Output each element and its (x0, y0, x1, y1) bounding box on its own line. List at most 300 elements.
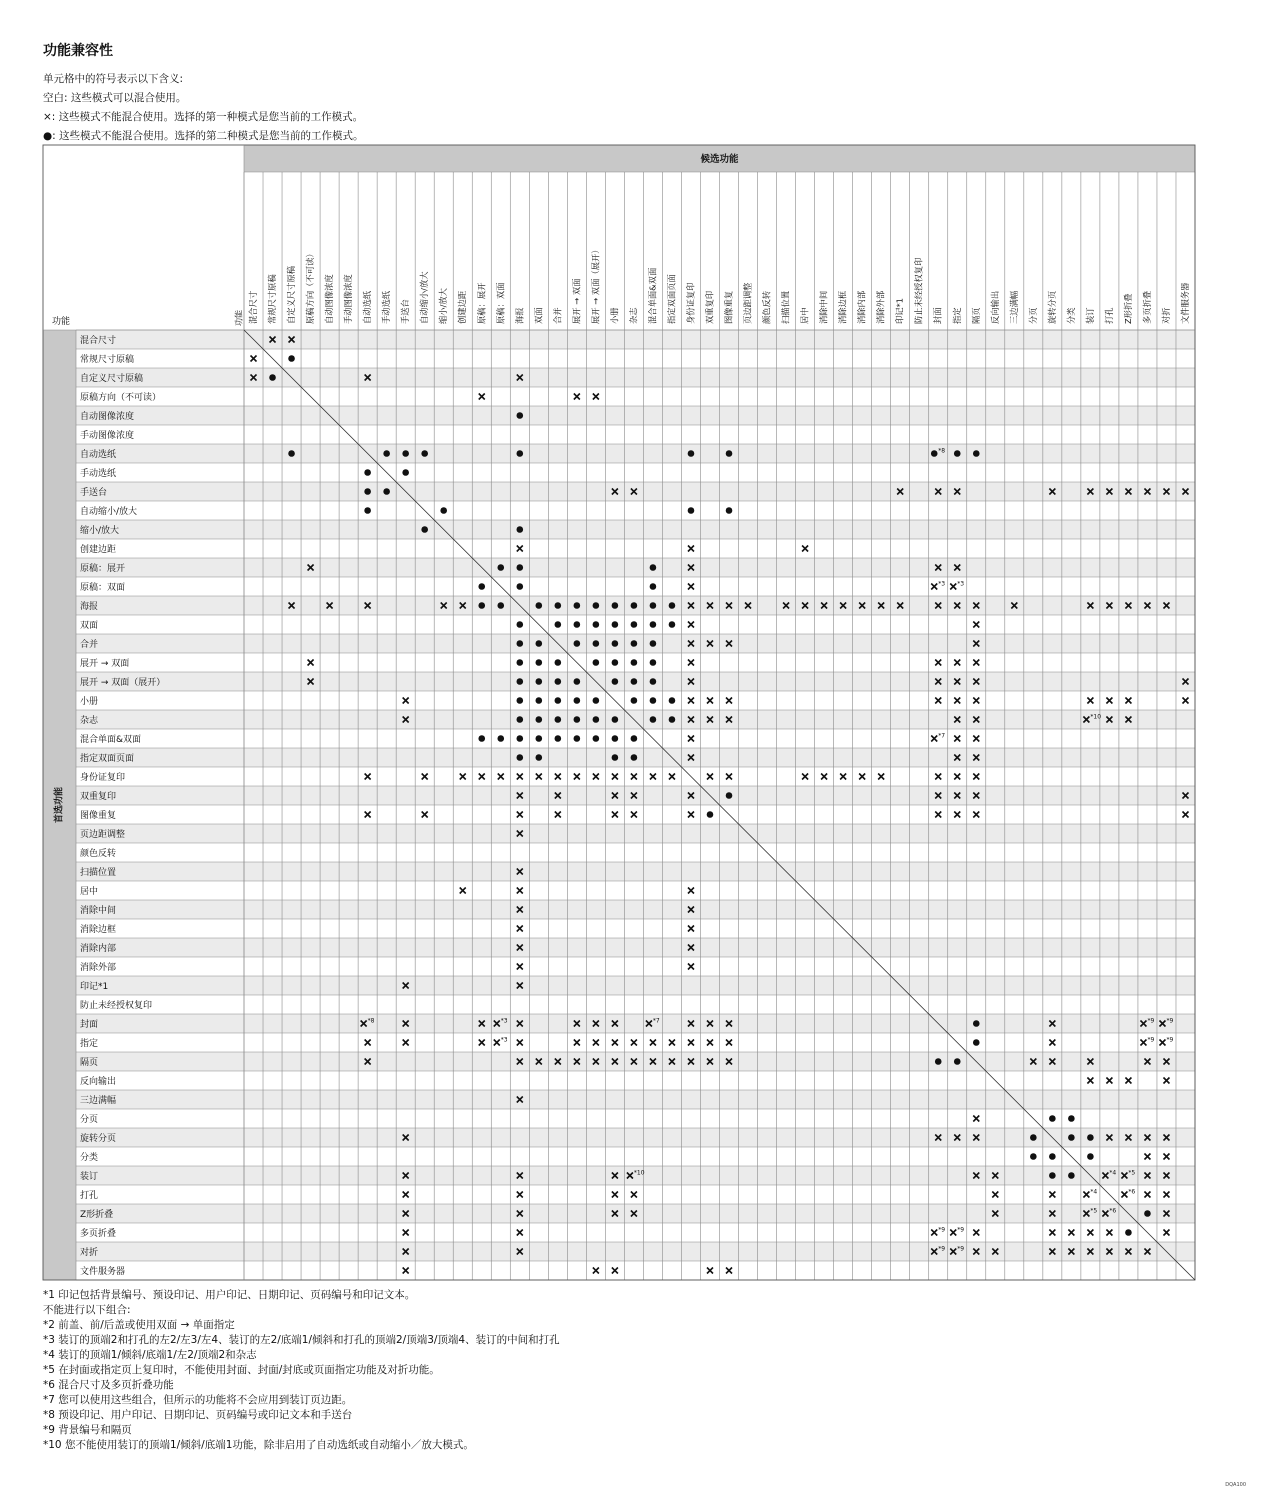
dot-mark (478, 602, 485, 609)
dot-mark (555, 697, 562, 704)
dot-mark (593, 640, 600, 647)
cross-mark (479, 1040, 485, 1046)
dot-mark (631, 621, 638, 628)
dot-mark (1068, 1172, 1075, 1179)
row-header: 对折 (80, 1248, 99, 1258)
row-header: 图像重复 (80, 811, 117, 821)
cross-mark (1087, 698, 1093, 704)
column-header: 多页折叠 (1141, 290, 1152, 324)
column-header: 自定义尺寸原稿 (286, 265, 297, 324)
row-header: 多页折叠 (80, 1229, 117, 1239)
column-header: 消除边框 (837, 290, 848, 324)
dot-mark (574, 602, 581, 609)
footnote-ref: *9 (1147, 1017, 1155, 1025)
cross-mark (612, 1192, 618, 1198)
cross-mark (460, 888, 466, 894)
column-header: 消除中间 (818, 290, 829, 324)
cross-mark (1125, 698, 1131, 704)
row-header: 分类 (80, 1153, 99, 1163)
row-header: 页边距调整 (80, 830, 126, 840)
cross-mark (403, 1040, 409, 1046)
column-header: 身份证复印 (685, 282, 696, 324)
footnote-ref: *3 (957, 580, 965, 588)
cross-mark (726, 1040, 732, 1046)
footnote-ref: *5 (1090, 1207, 1098, 1215)
cross-mark (517, 1230, 523, 1236)
dot-mark (1068, 1134, 1075, 1141)
dot-mark (1068, 1115, 1075, 1122)
dot-mark (612, 659, 619, 666)
column-header: 消除外部 (875, 290, 886, 324)
row-header: 合并 (80, 640, 99, 650)
legend-line: ×: 这些模式不能混合使用。选择的第一种模式是您当前的工作模式。 (43, 111, 364, 123)
column-header: 创建边距 (457, 290, 468, 324)
column-header: 双面 (533, 307, 544, 324)
column-header: 图像重复 (723, 290, 734, 324)
dot-mark (593, 735, 600, 742)
dot-mark (364, 488, 371, 495)
dot-mark (593, 697, 600, 704)
row-header: 文件服务器 (80, 1267, 126, 1277)
dot-mark (612, 678, 619, 685)
footnote: *4 装订的顶端1/倾斜/底端1/左2/顶端2和杂志 (43, 1349, 257, 1361)
cross-mark (935, 698, 941, 704)
row-header: 颜色反转 (80, 849, 117, 859)
column-header: Z形折叠 (1122, 293, 1133, 324)
dot-mark (516, 659, 523, 666)
dot-mark (516, 583, 523, 590)
dot-mark (497, 735, 504, 742)
cross-mark (650, 1040, 656, 1046)
cross-mark (460, 774, 466, 780)
footnote-ref: *8 (367, 1017, 375, 1025)
row-header: 混合尺寸 (80, 336, 117, 346)
cross-mark (1121, 1192, 1127, 1198)
dot-mark (574, 640, 581, 647)
legend-line: 单元格中的符号表示以下含义: (43, 73, 184, 85)
column-header: 隔页 (970, 307, 981, 324)
dot-mark (650, 602, 657, 609)
dot-mark (516, 526, 523, 533)
cross-mark (802, 774, 808, 780)
dot-mark (536, 678, 543, 685)
dot-mark (536, 716, 543, 723)
cross-mark (612, 812, 618, 818)
cross-mark (612, 1268, 618, 1274)
dot-mark (612, 716, 619, 723)
cross-mark (612, 774, 618, 780)
dot-mark (402, 450, 409, 457)
footnote-ref: *7 (652, 1017, 660, 1025)
cross-mark (669, 774, 675, 780)
column-header: 分页 (1027, 307, 1038, 324)
row-header: 身份证复印 (80, 773, 126, 783)
footnote-ref: *6 (1128, 1188, 1136, 1196)
row-header: 居中 (80, 887, 99, 897)
dot-mark (555, 659, 562, 666)
cross-mark (707, 698, 713, 704)
cross-mark (954, 736, 960, 742)
dot-mark (650, 659, 657, 666)
cross-mark (1106, 1078, 1112, 1084)
footnote-ref: *10 (633, 1169, 645, 1177)
dot-mark (574, 716, 581, 723)
dot-mark (650, 716, 657, 723)
dot-mark (612, 754, 619, 761)
dot-mark (516, 621, 523, 628)
cross-mark (935, 812, 941, 818)
cross-mark (954, 812, 960, 818)
footnote-ref: *7 (938, 732, 946, 740)
dot-mark (650, 564, 657, 571)
cross-mark (688, 926, 694, 932)
column-header: 自动选纸 (362, 290, 373, 324)
dot-mark (1144, 1210, 1151, 1217)
cross-mark (726, 1268, 732, 1274)
footnote-ref: *9 (957, 1226, 965, 1234)
dot-mark (516, 735, 523, 742)
cross-mark (517, 888, 523, 894)
dot-mark (421, 450, 428, 457)
row-header: 海报 (80, 602, 99, 612)
cross-mark (1144, 1192, 1150, 1198)
row-header: 扫描位置 (80, 868, 117, 878)
column-header: 手送台 (400, 299, 411, 324)
cross-mark (1144, 1154, 1150, 1160)
cross-mark (950, 1230, 956, 1236)
footnote-ref: *8 (938, 447, 946, 455)
cross-mark (726, 774, 732, 780)
dot-mark (555, 735, 562, 742)
row-header: 自动图像浓度 (80, 412, 135, 422)
dot-mark (288, 450, 295, 457)
row-header: 杂志 (80, 716, 99, 726)
dot-mark (593, 602, 600, 609)
cross-mark (821, 774, 827, 780)
row-header: 分页 (80, 1115, 99, 1125)
dot-mark (650, 678, 657, 685)
column-header: 反向输出 (989, 290, 1000, 324)
column-header: 展开 → 双面（展开） (590, 245, 601, 324)
cross-mark (707, 774, 713, 780)
cross-mark (422, 812, 428, 818)
cross-mark (954, 660, 960, 666)
cross-mark (517, 812, 523, 818)
cross-mark (1087, 1230, 1093, 1236)
row-header: 封面 (80, 1020, 99, 1030)
dot-mark (612, 621, 619, 628)
column-header: 指定双面页面 (666, 274, 677, 324)
column-header: 自动缩小/放大 (419, 271, 430, 324)
cross-mark (612, 1040, 618, 1046)
footnote-ref: *9 (938, 1245, 946, 1253)
column-header: 印记*1 (894, 297, 905, 324)
dot-mark (707, 811, 714, 818)
row-header: 消除边框 (80, 925, 117, 935)
cross-mark (631, 1192, 637, 1198)
column-header: 颜色反转 (761, 290, 772, 324)
dot-mark (631, 735, 638, 742)
row-header: 小册 (80, 697, 99, 707)
dot-mark (555, 602, 562, 609)
dot-mark (536, 602, 543, 609)
cross-mark (688, 546, 694, 552)
cross-mark (992, 1192, 998, 1198)
footnote-ref: *6 (1109, 1207, 1117, 1215)
row-header: 原稿：双面 (80, 583, 126, 593)
column-header: 封面 (932, 307, 943, 324)
cross-mark (707, 1040, 713, 1046)
dot-mark (593, 659, 600, 666)
cross-mark (688, 660, 694, 666)
dot-mark (440, 507, 447, 514)
dot-mark (1030, 1134, 1037, 1141)
dot-mark (593, 716, 600, 723)
cross-mark (1049, 1230, 1055, 1236)
footnote-ref: *5 (1128, 1169, 1136, 1177)
column-header: 双重复印 (704, 290, 715, 324)
column-header: 打孔 (1103, 307, 1114, 324)
cross-mark (403, 698, 409, 704)
row-header: 展开 → 双面 (80, 659, 130, 669)
column-header: 合并 (552, 307, 563, 324)
row-header: 常规尺寸原稿 (80, 355, 135, 365)
cross-mark (859, 774, 865, 780)
row-group-label: 首选功能 (54, 786, 65, 824)
dot-mark (269, 374, 276, 381)
cross-mark (688, 1040, 694, 1046)
dot-mark (650, 583, 657, 590)
row-header: 自动缩小/放大 (80, 507, 138, 517)
footnote: *6 混合尺寸及多页折叠功能 (43, 1379, 174, 1391)
dot-mark (1049, 1153, 1056, 1160)
dot-mark (726, 450, 733, 457)
footnotes (43, 1288, 560, 1453)
row-header: 消除外部 (80, 963, 117, 973)
cross-mark (555, 812, 561, 818)
dot-mark (954, 1058, 961, 1065)
row-header: 自动选纸 (80, 450, 117, 460)
column-header: 手动图像浓度 (343, 274, 354, 324)
cross-mark (403, 1268, 409, 1274)
dot-mark (516, 697, 523, 704)
cross-mark (650, 774, 656, 780)
dot-mark (593, 621, 600, 628)
row-header: 手动选纸 (80, 469, 117, 479)
dot-mark (555, 716, 562, 723)
row-header: Z形折叠 (80, 1210, 114, 1220)
cross-mark (973, 622, 979, 628)
cross-mark (1182, 698, 1188, 704)
dot-mark (516, 640, 523, 647)
footnote: *1 印记包括背景编号、预设印记、用户印记、日期印记、页码编号和印记文本。 (43, 1289, 416, 1301)
dot-mark (650, 697, 657, 704)
column-header: 对折 (1160, 307, 1171, 324)
cross-mark (517, 774, 523, 780)
dot-mark (574, 697, 581, 704)
cross-mark (631, 1040, 637, 1046)
cross-mark (1163, 1192, 1169, 1198)
footnote-ref: *3 (938, 580, 946, 588)
footnote-ref: *10 (1090, 713, 1102, 721)
dot-mark (669, 697, 676, 704)
corner-label-vertical: 功能 (234, 310, 244, 326)
footnote: *8 预设印记、用户印记、日期印记、页码编号或印记文本和手送台 (43, 1409, 353, 1421)
dot-mark (536, 697, 543, 704)
dot-mark (536, 754, 543, 761)
cross-mark (1049, 1040, 1055, 1046)
dot-mark (631, 697, 638, 704)
dot-mark (931, 450, 938, 457)
cross-mark (517, 1040, 523, 1046)
row-header: 旋转分页 (80, 1134, 117, 1144)
dot-mark (612, 640, 619, 647)
dot-mark (688, 450, 695, 457)
cross-mark (1163, 1078, 1169, 1084)
dot-mark (516, 716, 523, 723)
cross-mark (973, 660, 979, 666)
dot-mark (555, 621, 562, 628)
row-header: 防止未经授权复印 (80, 1001, 153, 1011)
cross-mark (631, 812, 637, 818)
cross-mark (707, 1268, 713, 1274)
legend-line: 空白: 这些模式可以混合使用。 (43, 92, 187, 104)
dot-mark (726, 792, 733, 799)
cross-mark (555, 774, 561, 780)
dot-mark (973, 1039, 980, 1046)
dot-mark (516, 564, 523, 571)
cross-mark (688, 584, 694, 590)
cross-mark (802, 546, 808, 552)
cross-mark (973, 698, 979, 704)
cross-mark (1106, 1230, 1112, 1236)
row-header: 自定义尺寸原稿 (80, 374, 144, 384)
cross-mark (688, 888, 694, 894)
dot-mark (726, 507, 733, 514)
footnote-ref: *3 (500, 1017, 508, 1025)
dot-mark (497, 564, 504, 571)
row-header: 展开 → 双面（展开） (80, 678, 166, 688)
dot-mark (688, 507, 695, 514)
cross-mark (574, 394, 580, 400)
column-header: 文件服务器 (1179, 282, 1190, 324)
cross-mark (931, 1230, 937, 1236)
candidate-header: 候选功能 (700, 154, 739, 165)
cross-mark (365, 1040, 371, 1046)
cross-mark (840, 774, 846, 780)
column-header: 居中 (799, 307, 810, 324)
footnote-ref: *9 (957, 1245, 965, 1253)
dot-mark (574, 678, 581, 685)
dot-mark (954, 450, 961, 457)
dot-mark (650, 640, 657, 647)
dot-mark (383, 488, 390, 495)
cross-mark (669, 1040, 675, 1046)
column-header: 混合尺寸 (248, 290, 259, 324)
row-header: 手送台 (80, 488, 108, 498)
cross-mark (931, 736, 937, 742)
cross-mark (1125, 1078, 1131, 1084)
footnote-ref: *9 (1147, 1036, 1155, 1044)
footnote: 不能进行以下组合: (43, 1304, 131, 1316)
column-header: 三边满幅 (1008, 290, 1019, 324)
cross-mark (973, 774, 979, 780)
row-header: 装订 (80, 1172, 99, 1182)
cross-mark (931, 584, 937, 590)
dot-mark (364, 469, 371, 476)
dot-mark (555, 678, 562, 685)
dot-mark (288, 355, 295, 362)
dot-mark (612, 735, 619, 742)
dot-mark (1049, 1172, 1056, 1179)
dot-mark (402, 469, 409, 476)
cross-mark (688, 812, 694, 818)
footnote: *5 在封面或指定页上复印时，不能使用封面、封面/封底或页面指定功能及对折功能。 (43, 1364, 440, 1376)
dot-mark (631, 659, 638, 666)
row-header: 隔页 (80, 1058, 99, 1068)
column-header: 原稿：双面 (495, 282, 506, 324)
footnote: *2 前盖、前/后盖或使用双面 → 单面指定 (43, 1319, 235, 1331)
cross-mark (494, 1040, 500, 1046)
row-header: 指定 (80, 1039, 99, 1049)
dot-mark (478, 583, 485, 590)
dot-mark (536, 735, 543, 742)
cross-mark (422, 774, 428, 780)
dot-mark (421, 526, 428, 533)
dot-mark (669, 602, 676, 609)
column-header: 装订 (1084, 307, 1095, 324)
dot-mark (631, 640, 638, 647)
cross-mark (517, 546, 523, 552)
dot-mark (536, 640, 543, 647)
cross-mark (517, 926, 523, 932)
dot-mark (1087, 1153, 1094, 1160)
cross-mark (498, 774, 504, 780)
cross-mark (950, 584, 956, 590)
column-header: 自动图像浓度 (324, 274, 335, 324)
cross-mark (973, 1116, 979, 1122)
footnote: *10 您不能使用装订的顶端1/倾斜/底端1功能，除非启用了自动选纸或自动缩小／放大模式。 (43, 1439, 474, 1451)
cross-mark (1087, 1078, 1093, 1084)
cross-mark (593, 394, 599, 400)
dot-mark (497, 602, 504, 609)
cross-mark (688, 622, 694, 628)
cross-mark (574, 1040, 580, 1046)
dot-mark (1049, 1115, 1056, 1122)
row-header: 打孔 (80, 1191, 99, 1201)
column-header: 杂志 (628, 307, 639, 324)
dot-mark (612, 602, 619, 609)
footnote: *9 背景编号和隔页 (43, 1424, 132, 1436)
dot-mark (574, 735, 581, 742)
column-header: 原稿：展开 (476, 282, 487, 324)
row-header: 创建边距 (80, 545, 117, 555)
row-header: 印记*1 (80, 982, 109, 992)
dot-mark (364, 507, 371, 514)
cross-mark (403, 1192, 409, 1198)
cross-mark (935, 774, 941, 780)
cross-mark (403, 1230, 409, 1236)
dot-mark (1087, 1134, 1094, 1141)
legend-line: ●: 这些模式不能混合使用。选择的第二种模式是您当前的工作模式。 (43, 130, 364, 142)
column-header: 原稿方向（不可读） (305, 249, 316, 324)
cross-mark (935, 660, 941, 666)
dot-mark (935, 1058, 942, 1065)
cross-mark (308, 660, 314, 666)
cross-mark (593, 1268, 599, 1274)
cross-mark (517, 1192, 523, 1198)
corner-label-func: 功能 (52, 317, 71, 327)
